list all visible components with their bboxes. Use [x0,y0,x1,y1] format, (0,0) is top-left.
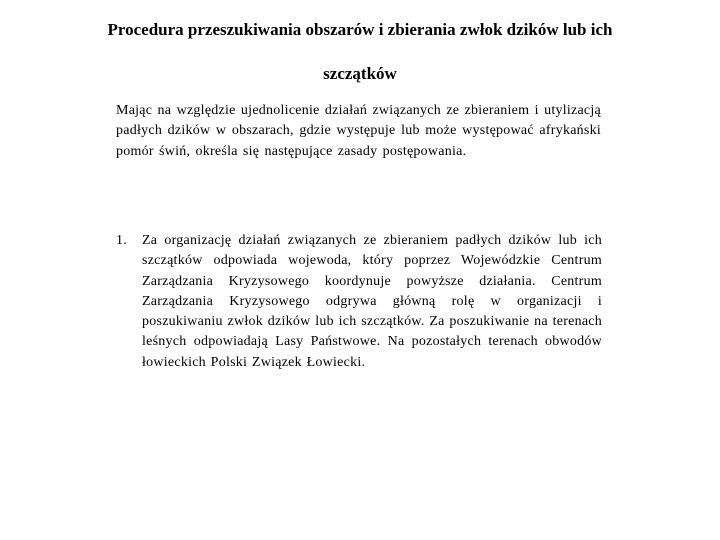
intro-paragraph: Mając na względzie ujednolicenie działań związanych ze zbieraniem i utylizacją padłych dzików w obszarach, gdzie występuje lub może występować afrykański pomór świń, określa się następujące zasady postępowania. [116,103,601,159]
title-line-2: szczątków [323,64,397,83]
title-line-1: Procedura przeszukiwania obszarów i zbierania zwłok dzików lub ich [107,20,613,39]
list-item-number: 1. [116,233,127,248]
rules-list [116,231,602,373]
document-title [40,16,680,88]
list-item [116,231,602,373]
list-item-text: Za organizację działań związanych ze zbieraniem padłych dzików lub ich szczątków odpowiada wojewoda, który poprzez Wojewódzkie Centrum Zarządzania Kryzysowego koordynuje powyższe działania. Centrum Zarządzania Kryzysowego odgrywa główną rolę w organizacji i poszukiwaniu zwłok dzików lub ich szczątków. Za poszukiwanie na terenach leśnych odpowiadają Lasy Państwowe. Na pozostałych terenach obwodów łowieckich Polski Związek Łowiecki. [142,233,602,370]
